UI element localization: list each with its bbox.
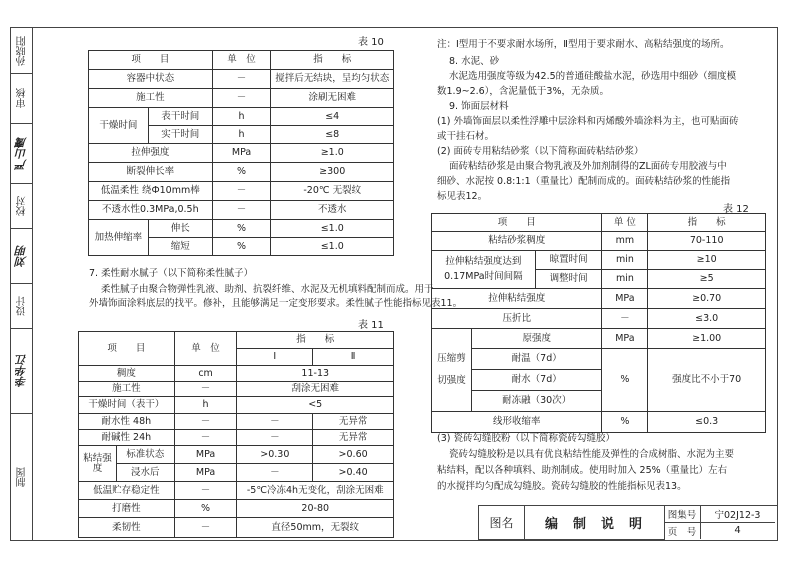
- unit-cell: －: [174, 414, 237, 430]
- item-cell: 施工性: [89, 89, 213, 108]
- atlas-label: 图集号: [664, 506, 701, 523]
- value-cell: ≥300: [271, 163, 394, 182]
- value-cell: >0.40: [313, 464, 394, 482]
- table-row: [432, 412, 766, 433]
- table-row: [89, 89, 394, 108]
- table-row: [79, 382, 394, 397]
- item-cell: 稠度: [79, 366, 175, 382]
- unit-cell: MPa: [174, 464, 237, 482]
- section-9-text: 粘结料，配以各种填料、助剂制成。使用时加入 25%（重量比）左右: [437, 465, 728, 476]
- table-11-caption: 表 11: [358, 320, 384, 331]
- sub-item-cell: 耐冻融（30次）: [471, 391, 602, 412]
- table-row: [89, 201, 394, 220]
- item-cell: 容器中状态: [89, 70, 213, 89]
- section-9-text: (1) 外墙饰面层以柔性浮雕中层涂料和丙烯酸外墙涂料为主，也可贴面砖: [437, 116, 739, 127]
- unit-cell: －: [602, 309, 648, 329]
- unit-cell: MPa: [174, 446, 237, 464]
- item-cell: 施工性: [79, 382, 175, 397]
- signature-text: 李华江: [15, 354, 28, 387]
- item-cell: 干燥时间（表干）: [79, 397, 175, 414]
- header-cell: 项 目: [79, 332, 175, 366]
- value-cell: ≥5: [648, 270, 766, 289]
- table-row: [79, 500, 394, 518]
- group-cell: 加热伸缩率: [89, 220, 149, 256]
- unit-cell: cm: [174, 366, 237, 382]
- item-cell: 拉伸强度: [89, 144, 213, 163]
- sub-item-cell: 晾置时间: [535, 251, 602, 270]
- item-cell: 粘结砂浆稠度: [432, 232, 602, 251]
- value-cell: 强度比不小于70: [648, 349, 766, 412]
- value-cell: -20℃ 无裂纹: [271, 182, 394, 201]
- item-cell: 断裂伸长率: [89, 163, 213, 182]
- section-8-text: 数1.9~2.6），含泥量低于3%，无杂质。: [437, 86, 609, 97]
- value-cell: ≥1.00: [648, 329, 766, 349]
- unit-cell: －: [174, 518, 237, 538]
- header-cell: 项 目: [89, 51, 213, 70]
- table-row: [432, 232, 766, 251]
- sub-item-cell: 耐温（7d）: [471, 349, 602, 370]
- unit-cell: －: [174, 482, 237, 500]
- title-block: [478, 505, 777, 540]
- sub-item-cell: 伸长: [148, 220, 212, 238]
- role-cell: [11, 283, 33, 329]
- value-cell: ≤0.3: [648, 412, 766, 433]
- group-cell: [432, 329, 472, 412]
- header-cell: 单 位: [174, 332, 237, 366]
- signature-text: 孙晓阳: [16, 35, 28, 66]
- item-cell: 低温柔性 绕Ф10mm棒: [89, 182, 213, 201]
- table-header-row: [89, 51, 394, 70]
- unit-cell: h: [212, 108, 271, 126]
- header-cell: 单 位: [212, 51, 271, 70]
- sub-item-cell: 实干时间: [148, 126, 212, 144]
- item-cell: 拉伸粘结强度: [432, 289, 602, 309]
- table-header-row: [79, 332, 394, 349]
- item-cell: 柔韧性: [79, 518, 175, 538]
- table-row: [89, 70, 394, 89]
- table-row: [79, 464, 394, 482]
- table-header-row: [432, 214, 766, 232]
- signature-cell: [11, 228, 33, 284]
- header-cell: 指 标: [648, 214, 766, 232]
- section-9-subheading: (3) 瓷砖勾缝胶粉（以下简称瓷砖勾缝胶）: [437, 433, 615, 444]
- value-cell: ≤1.0: [271, 238, 394, 256]
- unit-cell: %: [212, 238, 271, 256]
- value-cell: ≤1.0: [271, 220, 394, 238]
- note-text: 注：Ⅰ型用于不要求耐水场所，Ⅱ型用于要求耐水、高粘结强度的场所。: [437, 39, 730, 50]
- item-cell: 打磨性: [79, 500, 175, 518]
- value-cell: 无异常: [313, 430, 394, 446]
- table-row: [432, 349, 766, 370]
- group-cell: [432, 251, 536, 289]
- group-cell: 干燥时间: [89, 108, 149, 144]
- table-12-caption: 表 12: [723, 204, 749, 215]
- table-row: [89, 182, 394, 201]
- table-row: [432, 329, 766, 349]
- table-10: [88, 50, 394, 256]
- unit-cell: －: [212, 182, 271, 201]
- item-cell: 线形收缩率: [432, 412, 602, 433]
- sub-item-cell: 耐水（7d）: [471, 370, 602, 391]
- table-row: [432, 251, 766, 270]
- unit-cell: MPa: [212, 144, 271, 163]
- table-row: [89, 108, 394, 126]
- table-row: [432, 289, 766, 309]
- signature-strip: [10, 27, 33, 541]
- item-cell: 不透水性0.3MPa,0.5h: [89, 201, 213, 220]
- value-cell: 70-110: [648, 232, 766, 251]
- header-cell: 指 标: [237, 332, 394, 349]
- table-row: [89, 220, 394, 238]
- signature-text: 严山鹰: [15, 136, 28, 170]
- group-line: 0.17MPa时间间隔: [444, 271, 523, 282]
- unit-cell: %: [174, 500, 237, 518]
- item-cell: 耐水性 48h: [79, 414, 175, 430]
- section-9-text: 面砖粘结砂浆是由聚合物乳液及外加剂制得的ZL面砖专用胶液与中: [449, 161, 727, 172]
- signature-cell: [11, 328, 33, 414]
- section-9-heading: 9. 饰面层材料: [449, 101, 509, 112]
- value-cell: －: [237, 464, 313, 482]
- value-cell: －: [237, 430, 313, 446]
- unit-cell: －: [174, 430, 237, 446]
- table-10-caption: 表 10: [358, 37, 384, 48]
- item-cell: 压折比: [432, 309, 602, 329]
- value-cell: -5℃冷冻4h无变化，刮涂无困难: [237, 482, 394, 500]
- table-row: [79, 518, 394, 538]
- sub-item-cell: 调整时间: [535, 270, 602, 289]
- unit-cell: －: [212, 89, 271, 108]
- header-cell: 单 位: [602, 214, 648, 232]
- value-cell: 搅拌后无结块，呈均匀状态: [271, 70, 394, 89]
- drawing-title: 编 制 说 明: [524, 506, 665, 540]
- section-9-text: 标见表12。: [437, 191, 488, 202]
- section-7-heading: 7. 柔性耐水腻子（以下简称柔性腻子）: [89, 268, 254, 279]
- table-11: [78, 331, 394, 538]
- section-8-heading: 8. 水泥、砂: [449, 56, 500, 67]
- table-12: [431, 213, 766, 433]
- group-cell: 粘结强度: [79, 446, 117, 482]
- item-cell: 耐碱性 24h: [79, 430, 175, 446]
- value-cell: 20-80: [237, 500, 394, 518]
- value-cell: ≤8: [271, 126, 394, 144]
- table-row: [79, 430, 394, 446]
- header-cell: Ⅱ: [313, 349, 394, 366]
- signature-cell: [11, 123, 33, 184]
- value-cell: －: [237, 414, 313, 430]
- value-cell: 直径50mm，无裂纹: [237, 518, 394, 538]
- group-label: 压缩剪切强度: [437, 353, 466, 386]
- role-cell: [11, 413, 33, 540]
- atlas-number: 宁02J12-3: [700, 506, 775, 523]
- value-cell: ≤3.0: [648, 309, 766, 329]
- value-cell: <5: [237, 397, 394, 414]
- role-label: 制图: [16, 466, 28, 487]
- sub-item-cell: 表干时间: [148, 108, 212, 126]
- role-cell: [11, 73, 33, 124]
- table-row: [79, 397, 394, 414]
- unit-cell: %: [212, 220, 271, 238]
- value-cell: >0.60: [313, 446, 394, 464]
- role-label: 设计: [16, 295, 28, 316]
- sub-item-cell: 标准状态: [116, 446, 174, 464]
- value-cell: 涂刷无困难: [271, 89, 394, 108]
- signature-text: 刘明: [15, 244, 28, 267]
- role-cell: [11, 183, 33, 229]
- table-row: [79, 414, 394, 430]
- section-8-text: 水泥选用强度等级为42.5的普通硅酸盐水泥，砂选用中细砂（细度模: [449, 71, 737, 82]
- unit-cell: －: [174, 382, 237, 397]
- value-cell: ≥0.70: [648, 289, 766, 309]
- page-number: 4: [734, 525, 741, 536]
- value-cell: 不透水: [271, 201, 394, 220]
- section-9-subheading: (2) 面砖专用粘结砂浆（以下简称面砖粘结砂浆）: [437, 146, 644, 157]
- signature-cell: [11, 28, 33, 74]
- header-cell: Ⅰ: [237, 349, 313, 366]
- unit-cell: MPa: [602, 289, 648, 309]
- sub-item-cell: 原强度: [471, 329, 602, 349]
- unit-cell: h: [212, 126, 271, 144]
- value-cell: >0.30: [237, 446, 313, 464]
- group-line: 拉伸粘结强度达到: [445, 256, 522, 268]
- value-cell: ≥10: [648, 251, 766, 270]
- unit-cell: －: [212, 201, 271, 220]
- header-cell: 项 目: [432, 214, 602, 232]
- page-label: 页 号: [664, 522, 701, 539]
- title-label-cell: 图名: [479, 506, 525, 540]
- unit-cell: h: [174, 397, 237, 414]
- value-cell: ≥1.0: [271, 144, 394, 163]
- unit-cell: －: [212, 70, 271, 89]
- table-row: [432, 309, 766, 329]
- role-label: 审核: [16, 88, 28, 108]
- item-cell: 低温贮存稳定性: [79, 482, 175, 500]
- unit-cell: %: [212, 163, 271, 182]
- unit-cell: mm: [602, 232, 648, 251]
- unit-cell: %: [602, 412, 648, 433]
- unit-cell: MPa: [602, 329, 648, 349]
- unit-cell: min: [602, 270, 648, 289]
- value-cell: ≤4: [271, 108, 394, 126]
- table-row: [89, 163, 394, 182]
- value-cell: 11-13: [237, 366, 394, 382]
- section-7-text: 柔性腻子由聚合物弹性乳液、助剂、抗裂纤维、水泥及无机填料配制而成。用于: [101, 284, 434, 295]
- table-row: [79, 366, 394, 382]
- section-9-text: 或干挂石材。: [437, 131, 495, 142]
- table-row: [89, 144, 394, 163]
- unit-cell: min: [602, 251, 648, 270]
- section-9-text: 瓷砖勾缝胶粉是以具有优良粘结性能及弹性的合成树脂、水泥为主要: [449, 449, 735, 460]
- section-7-text: 外墙饰面涂料底层的找平。修补，且能够满足一定变形要求。柔性腻子性能指标见表11。: [89, 298, 463, 309]
- table-row: [79, 446, 394, 464]
- role-label: 校对: [16, 195, 28, 216]
- header-cell: 指 标: [271, 51, 394, 70]
- value-cell: 刮涂无困难: [237, 382, 394, 397]
- section-9-text: 的水搅拌均匀配成勾缝胶。瓷砖勾缝胶的性能指标见表13。: [437, 481, 687, 492]
- sub-item-cell: 浸水后: [116, 464, 174, 482]
- table-row: [79, 482, 394, 500]
- section-9-text: 细砂、水泥按 0.8:1:1（重量比）配制而成的。面砖粘结砂浆的性能指: [437, 176, 731, 187]
- sub-item-cell: 缩短: [148, 238, 212, 256]
- value-cell: 无异常: [313, 414, 394, 430]
- unit-cell: %: [602, 349, 648, 412]
